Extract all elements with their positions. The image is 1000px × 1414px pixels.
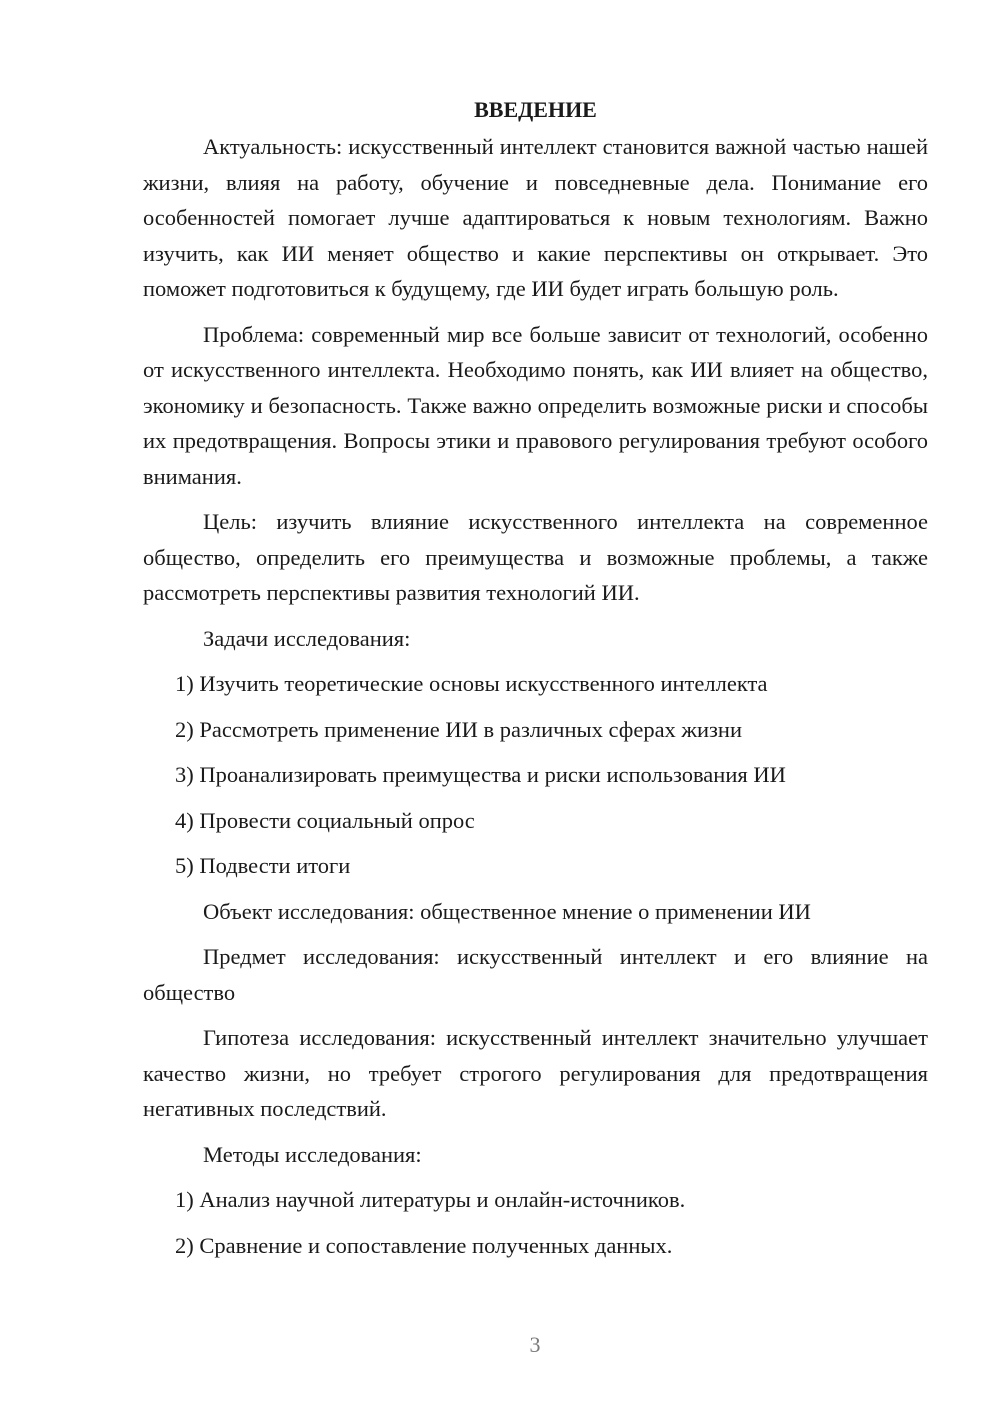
page-number: 3: [529, 1332, 541, 1357]
method-item: 2) Сравнение и сопоставление полученных данных.: [175, 1232, 673, 1258]
paragraph-hypothesis: Гипотеза исследования: искусственный интеллект значительно улучшает качество жизни, но требует строгого регулирования для предотвращения негативных последствий.: [143, 1025, 928, 1121]
task-item: 3) Проанализировать преимущества и риски использования ИИ: [175, 762, 786, 787]
paragraph-subject: Предмет исследования: искусственный интеллект и его влияние на общество: [143, 944, 928, 1005]
method-item: 1) Анализ научной литературы и онлайн-источников.: [175, 1187, 686, 1212]
page-content: [143, 92, 928, 1273]
task-item: 4) Провести социальный опрос: [175, 807, 475, 833]
paragraph-problem: Проблема: современный мир все больше зависит от технологий, особенно от искусственного интеллекта. Необходимо понять, как ИИ влияет на общество, экономику и безопасность. Также важно определить возможные риски и способы их предотвращения. Вопросы этики и правового регулирования требуют особого внимания.: [143, 321, 928, 489]
paragraph-relevance: Актуальность: искусственный интеллект становится важной частью нашей жизни, влияя на работу, обучение и повседневные дела. Понимание его особенностей помогает лучше адаптироваться к новым технологиям. Важно изучить, как ИИ меняет общество и какие перспективы он открывает. Это поможет подготовиться к будущему, где ИИ будет играть большую роль.: [143, 134, 928, 301]
task-item: 5) Подвести итоги: [175, 853, 351, 878]
task-item: 1) Изучить теоретические основы искусственного интеллекта: [175, 671, 768, 696]
paragraph-object: Объект исследования: общественное мнение о применении ИИ: [203, 898, 811, 924]
task-item: 2) Рассмотреть применение ИИ в различных сферах жизни: [175, 716, 742, 742]
paragraph-goal: Цель: изучить влияние искусственного интеллекта на современное общество, определить его преимущества и возможные проблемы, а также рассмотреть перспективы развития технологий ИИ.: [143, 509, 928, 605]
tasks-title: Задачи исследования:: [203, 625, 411, 651]
methods-title: Методы исследования:: [203, 1141, 422, 1167]
section-heading: ВВЕДЕНИЕ: [474, 97, 597, 122]
